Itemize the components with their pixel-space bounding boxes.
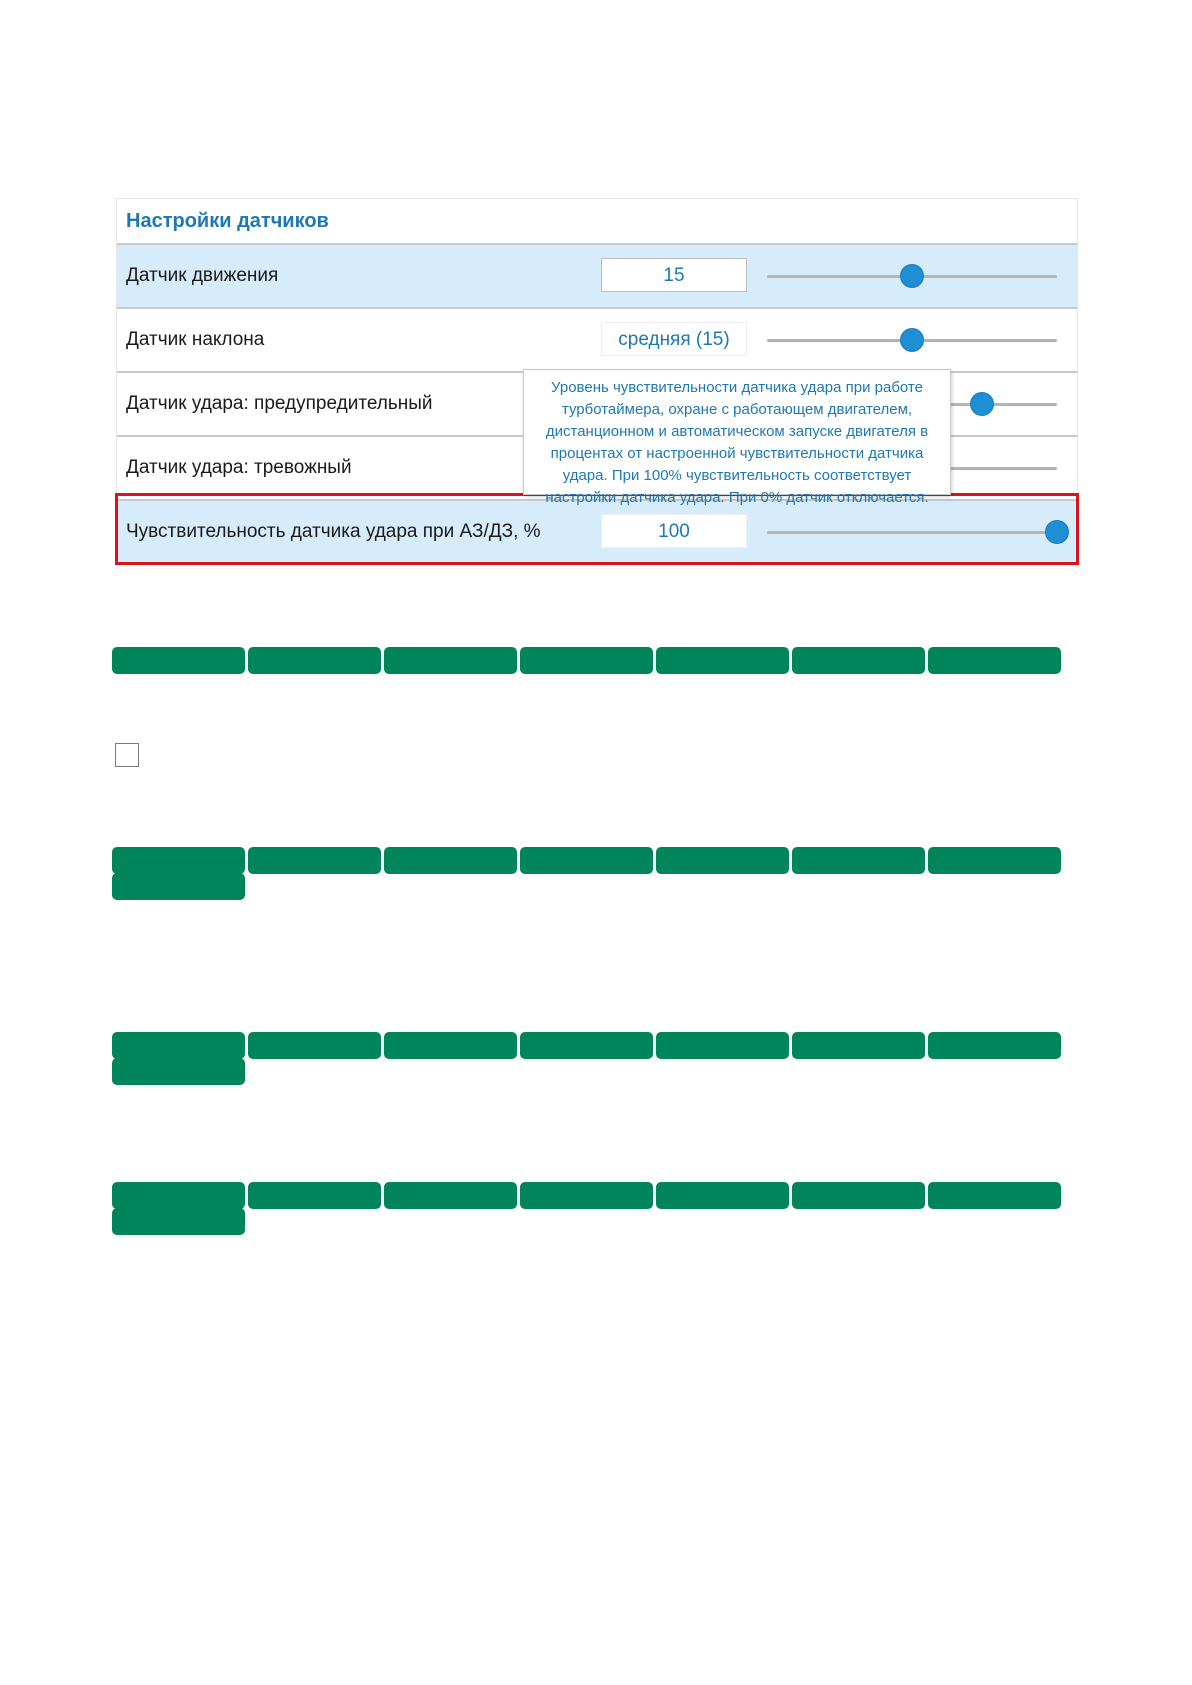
green-button[interactable] [112,1208,245,1235]
green-button[interactable] [248,847,381,874]
row-label: Датчик удара: тревожный [126,457,352,478]
green-button[interactable] [112,1032,245,1059]
row-label: Датчик движения [126,265,279,286]
slider-thumb[interactable] [900,328,924,352]
green-button[interactable] [520,647,653,674]
green-button[interactable] [792,1032,925,1059]
green-button[interactable] [928,1182,1061,1209]
green-button[interactable] [248,1182,381,1209]
slider-track [767,531,1057,534]
green-button[interactable] [792,1182,925,1209]
green-button[interactable] [384,847,517,874]
row-label: Чувствительность датчика удара при АЗ/ДЗ, % [126,521,541,542]
slider-thumb[interactable] [970,392,994,416]
green-button[interactable] [792,847,925,874]
green-button[interactable] [520,1032,653,1059]
green-button[interactable] [384,647,517,674]
tooltip: Уровень чувствительности датчика удара при работе турботаймера, охране с работающем двигателем, дистанционном и автоматическом запуске двигателя в процентах от настроенной чувствительности датчика удара. При 100% чувствительность соответствует настройки датчика удара. При 0% датчик отключается. [523,369,951,495]
green-button[interactable] [656,1032,789,1059]
motion-sensor-value-field[interactable]: 15 [601,258,747,292]
green-button[interactable] [248,1032,381,1059]
green-button[interactable] [112,847,245,874]
green-button[interactable] [520,847,653,874]
green-button[interactable] [248,647,381,674]
green-button[interactable] [928,647,1061,674]
green-button[interactable] [928,847,1061,874]
settings-row-tilt-sensor [117,309,1077,373]
settings-row-motion-sensor [117,245,1077,309]
green-button[interactable] [928,1032,1061,1059]
tilt-sensor-slider[interactable] [767,309,1057,371]
green-button[interactable] [112,1058,245,1085]
slider-thumb[interactable] [900,264,924,288]
motion-sensor-slider[interactable] [767,245,1057,307]
green-button[interactable] [384,1182,517,1209]
shock-sensitivity-slider[interactable] [767,501,1057,563]
settings-row-shock-sensitivity [117,501,1077,563]
green-button[interactable] [112,1182,245,1209]
green-button[interactable] [656,647,789,674]
shock-sensitivity-value-field[interactable]: 100 [601,514,747,548]
green-button[interactable] [792,647,925,674]
green-button[interactable] [384,1032,517,1059]
tilt-sensor-value-field[interactable]: средняя (15) [601,322,747,356]
panel-title: Настройки датчиков [117,199,1077,245]
green-button[interactable] [520,1182,653,1209]
green-button[interactable] [656,1182,789,1209]
row-label: Датчик наклона [126,329,265,350]
checkbox[interactable] [115,743,139,767]
green-button[interactable] [656,847,789,874]
green-button[interactable] [112,873,245,900]
row-label: Датчик удара: предупредительный [126,393,433,414]
slider-thumb[interactable] [1045,520,1069,544]
green-button[interactable] [112,647,245,674]
